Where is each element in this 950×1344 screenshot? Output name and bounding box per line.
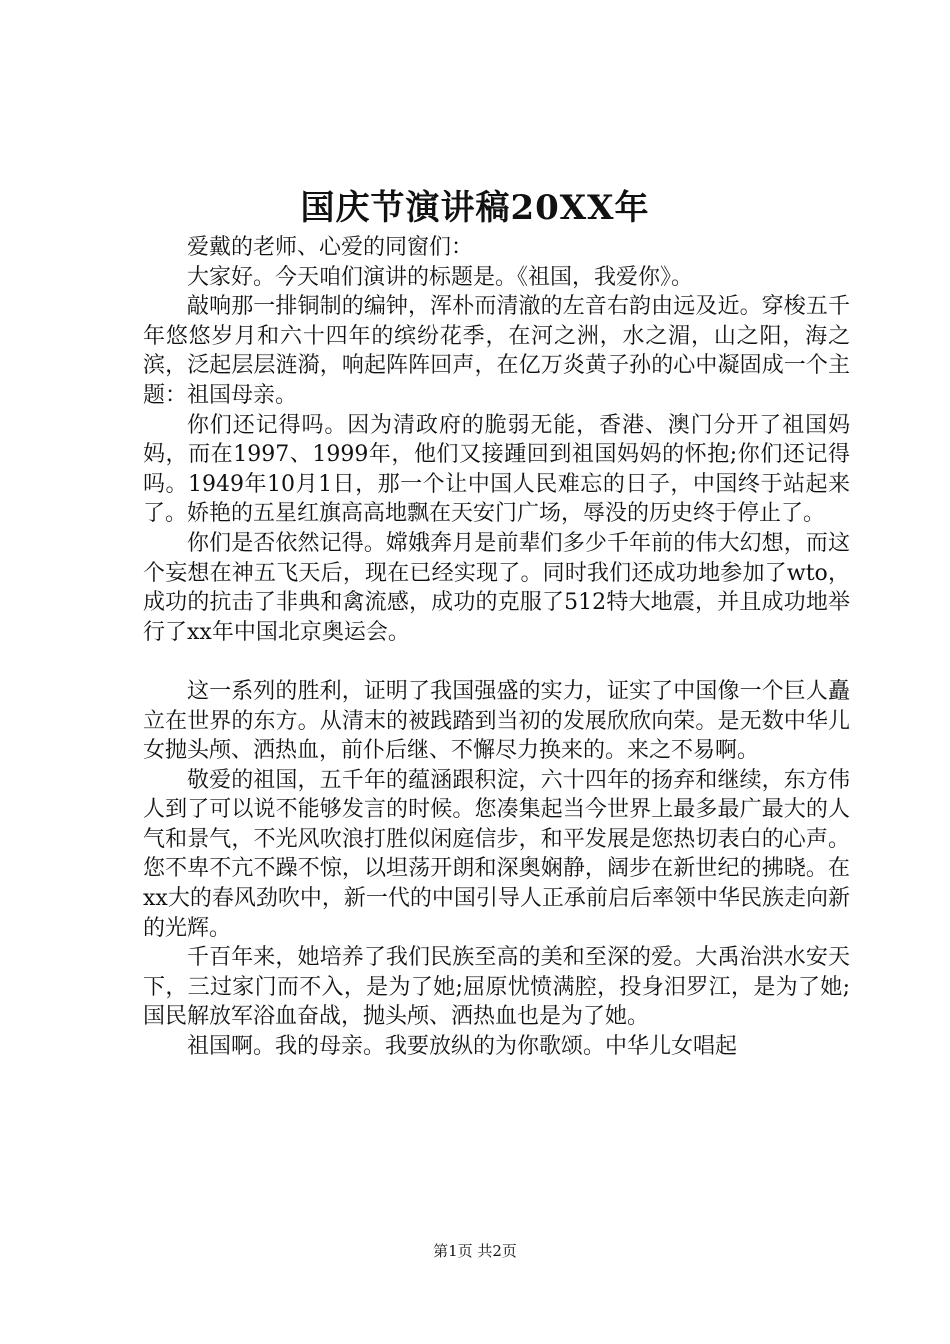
- document-body: [143, 233, 850, 1062]
- page-number-footer: 第1页 共2页: [433, 1242, 517, 1260]
- paragraph-greeting: 大家好。今天咱们演讲的标题是。《祖国，我爱你》。: [187, 264, 694, 290]
- paragraph-salutation: 爱戴的老师、心爱的同窗们：: [187, 235, 474, 260]
- paragraph: 千百年来，她培养了我们民族至高的美和至深的爱。大禹治洪水安天下，三过家门而不入，是为了她;屈原忧愤满腔，投身汨罗江，是为了她;国民解放军浴血奋战，抛头颅、洒热血也是为了她。: [143, 945, 850, 1030]
- document-title: 国庆节演讲稿20XX年: [300, 188, 650, 228]
- paragraph: 敬爱的祖国，五千年的蕴涵跟积淀，六十四年的扬弃和继续，东方伟人到了可以说不能够发言的时候。您凑集起当今世界上最多最广最大的人气和景气，不光风吹浪打胜似闲庭信步，和平发展是您热切表白的心声。您不卑不亢不躁不惊，以坦荡开朗和深奥娴静，阔步在新世纪的拂晓。在xx大的春风劲吹中，新一代的中国引导人正承前启后率领中华民族走向新的光辉。: [143, 767, 850, 941]
- paragraph: 祖国啊。我的母亲。我要放纵的为你歌颂。中华儿女唱起: [187, 1034, 738, 1060]
- paragraph: 这一系列的胜利，证明了我国强盛的实力，证实了中国像一个巨人矗立在世界的东方。从清末的被践踏到当初的发展欣欣向荣。是无数中华儿女抛头颅、洒热血，前仆后继、不懈尽力换来的。来之不易啊。: [143, 678, 850, 764]
- paragraph: 你们还记得吗。因为清政府的脆弱无能，香港、澳门分开了祖国妈妈，而在1997、1999年，他们又接踵回到祖国妈妈的怀抱;你们还记得吗。1949年10月1日，那一个让中国人民难忘的日子，中国终于站起来了。娇艳的五星红旗高高地飘在天安门广场，辱没的历史终于停止了。: [143, 412, 851, 527]
- paragraph: 敲响那一排铜制的编钟，浑朴而清澈的左音右韵由远及近。穿梭五千年悠悠岁月和六十四年的缤纷花季，在河之洲，水之湄，山之阳，海之滨，泛起层层涟漪，响起阵阵回声，在亿万炎黄子孙的心中凝固成一个主题：祖国母亲。: [143, 294, 850, 408]
- paragraph: 你们是否依然记得。嫦娥奔月是前辈们多少千年前的伟大幻想，而这个妄想在神五飞天后，现在已经实现了。同时我们还成功地参加了wto，成功的抗击了非典和禽流感，成功的克服了512特大地震，并且成功地举行了xx年中国北京奥运会。: [143, 530, 850, 645]
